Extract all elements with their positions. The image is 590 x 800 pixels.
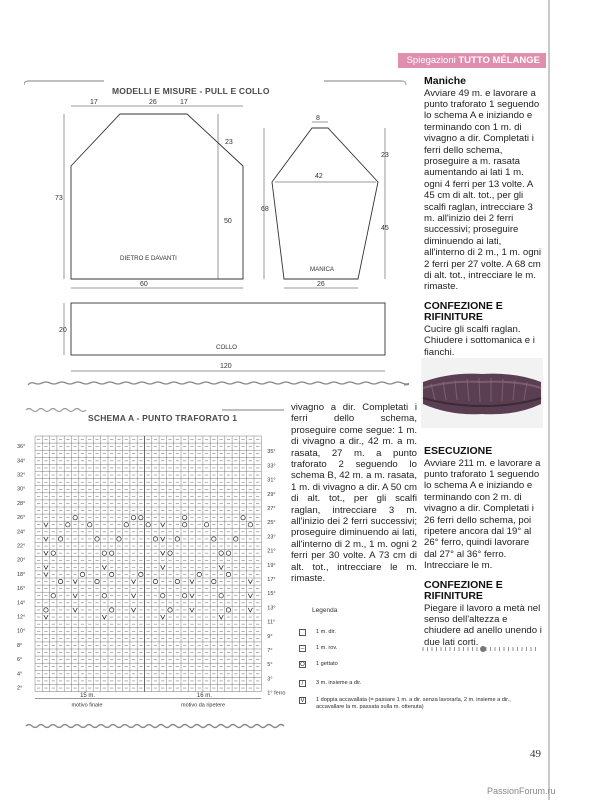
knitted-collar-image bbox=[421, 358, 543, 428]
chart-row-label-right: 33° bbox=[267, 463, 276, 470]
sleeve-label: MANICA bbox=[310, 266, 335, 273]
right-column-lower bbox=[424, 446, 544, 648]
dim-top-right: 17 bbox=[180, 99, 188, 106]
sleeve-piece-outline bbox=[272, 128, 378, 279]
dim-armhole: 23 bbox=[225, 139, 233, 146]
legend-title: Legenda bbox=[312, 607, 338, 614]
chart-row-label-left: 20° bbox=[17, 557, 26, 564]
legend-text: 1 m. dir. bbox=[316, 629, 336, 635]
watermark: PassionForum.ru bbox=[487, 786, 556, 796]
chart-row-label-right: 5° bbox=[267, 662, 273, 669]
dim-height-total: 73 bbox=[55, 195, 63, 202]
dim-collar-length: 120 bbox=[220, 363, 232, 370]
chart-row-label-right: 25° bbox=[267, 520, 276, 527]
page-number: 49 bbox=[530, 748, 541, 760]
chart-row-label-right: 3° bbox=[267, 676, 273, 683]
chart-row-label-left: 30° bbox=[17, 486, 26, 493]
dim-sleeve-lower: 45 bbox=[381, 225, 389, 232]
chart-row-label-left: 8° bbox=[17, 642, 23, 649]
header-brand: TUTTO MÉLANGE bbox=[458, 55, 540, 66]
dim-side: 50 bbox=[224, 218, 232, 225]
legend-symbol-icon: O bbox=[300, 661, 305, 668]
legend-item bbox=[299, 661, 499, 668]
legend-text: 3 m. insieme a dir. bbox=[316, 680, 362, 686]
esecuzione-text: Avviare 211 m. e lavorare a punto traforato 1 seguendo lo schema A e iniziando e terminando con 2 m. di vivagno a dir. Completati i 26 ferri dello schema, poi ripetere ancora dal 19° al 26° ferro, quindi lavorare dal 27° al 36° ferro. Intrecciare le m. bbox=[424, 457, 541, 572]
chart-row-label-right: 21° bbox=[267, 548, 276, 555]
dim-sleeve-width: 42 bbox=[315, 173, 323, 180]
section-header: Spiegazioni TUTTO MÉLANGE bbox=[398, 53, 546, 68]
middle-instructions: vivagno a dir. Completati i ferri dello schema, proseguire come segue: 1 m. di vivagno a dir., 42 m. a m. rasata, 27 m. a punto traforato 2 seguendo lo schema B, 42 m. a m. rasata, 1 m. di vivagno a dir. A 50 cm di alt. tot., per gli scalfi raglan, intrecciare 3 m. all'inizio dei 2 ferri successivi; proseguire diminuendo ai lati, all'interno di 2 m., 1 m. ogni 2 ferri per 30 volte. A 73 cm di alt. tot., intrecciare le m. rimaste. bbox=[291, 402, 417, 585]
chart-row-label-left: 18° bbox=[17, 571, 26, 578]
chart-row-label-right: 15° bbox=[267, 591, 276, 598]
dim-sleeve-cuff: 26 bbox=[317, 281, 325, 288]
chart-row-label-right: 27° bbox=[267, 506, 276, 512]
confezione2-text: Piegare il lavoro a metà nel senso dell'altezza e chiudere ad anello unendo i due lati corti. bbox=[424, 602, 542, 648]
chart-row-label-right: 9° bbox=[267, 633, 273, 640]
chart-row-label-left: 32° bbox=[17, 472, 26, 479]
confezione1-text: Cucire gli scalfi raglan. Chiudere i sottomanica e i fianchi. bbox=[424, 323, 535, 358]
right-column bbox=[424, 76, 544, 377]
legend-item bbox=[299, 697, 539, 711]
dim-sleeve-raglan: 23 bbox=[381, 152, 389, 159]
chart-row-label-left: 24° bbox=[17, 529, 26, 536]
legend-symbol-icon bbox=[299, 629, 306, 636]
collar-label: COLLO bbox=[216, 344, 237, 351]
chart-row-label-left: 10° bbox=[17, 628, 26, 635]
chart-label-left: motivo finale bbox=[71, 702, 103, 709]
chart-title: SCHEMA A - PUNTO TRAFORATO 1 bbox=[88, 413, 238, 423]
chart-row-label-right: 35° bbox=[267, 449, 276, 456]
legend-text: 1 m. rov. bbox=[316, 645, 338, 651]
chart-row-label-right: 31° bbox=[267, 477, 276, 484]
chart-row-label-right: 13° bbox=[267, 605, 276, 612]
chart-count-right: 16 m. bbox=[196, 693, 212, 700]
decorative-dots bbox=[421, 645, 541, 653]
chart-row-label-right: 17° bbox=[267, 577, 276, 583]
chart-row-label-left: 2° bbox=[17, 685, 23, 692]
chart-count-left: 15 m. bbox=[80, 693, 96, 700]
diagram-title: MODELLI E MISURE - PULL E COLLO bbox=[112, 86, 270, 96]
chart-row-label-right: 29° bbox=[267, 491, 276, 498]
esecuzione-title: ESECUZIONE bbox=[424, 445, 493, 457]
chart-row-label-right: 11° bbox=[267, 619, 276, 626]
chart-row-label-left: 26° bbox=[17, 515, 26, 522]
legend-text: 1 gettato bbox=[316, 661, 338, 667]
chart-row-label-right: 1° ferro bbox=[267, 690, 286, 697]
decorative-dot bbox=[480, 646, 486, 652]
chart-row-label-left: 16° bbox=[17, 586, 26, 593]
chart-row-label-right: 23° bbox=[267, 534, 276, 541]
chart-row-label-left: 6° bbox=[17, 657, 23, 664]
dim-sleeve-height: 68 bbox=[261, 206, 269, 213]
chart-label-right: motivo da ripetere bbox=[181, 702, 226, 709]
chart-row-label-right: 7° bbox=[267, 648, 273, 654]
legend-symbol-icon: V bbox=[300, 697, 305, 704]
chart-row-label-right: 19° bbox=[267, 562, 276, 569]
legend-symbol-icon: / bbox=[299, 680, 306, 687]
page-margin-line bbox=[548, 0, 550, 800]
dim-top-left: 17 bbox=[90, 99, 98, 106]
dim-collar-height: 20 bbox=[59, 327, 67, 334]
collar-photo bbox=[421, 358, 543, 428]
legend-text: 1 doppia accavallata (= passare 1 m. a dir. senza lavorarla, 2 m. insieme a dir., accavallare la m. passata sulla m. ottenuta) bbox=[316, 697, 511, 710]
maniche-text: Avviare 49 m. e lavorare a punto traforato 1 seguendo lo schema A e iniziando e terminando con 1 m. di vivagno a dir. Completati i ferri dello schema, proseguire a m. rasata aumentando ai lati 1 m. ogni 4 ferri per 13 volte. A 45 cm di alt. tot., per gli scalfi raglan, intrecciare 3 m. all'inizio dei 2 ferri successivi; proseguire diminuendo ai lati, all'interno di 2 m., 1 m. ogni 2 ferri per 27 volte. A 68 cm di alt. tot., intrecciare le m. rimaste. bbox=[424, 87, 542, 293]
legend-item bbox=[299, 680, 499, 687]
dim-sleeve-top: 8 bbox=[316, 115, 320, 122]
legend-symbol-icon: – bbox=[300, 645, 305, 652]
chart-row-label-left: 22° bbox=[17, 543, 26, 550]
stitch-chart bbox=[15, 432, 295, 722]
chart-row-label-left: 14° bbox=[17, 600, 26, 607]
chart-row-label-left: 36° bbox=[17, 444, 26, 451]
chart-row-label-left: 12° bbox=[17, 614, 26, 621]
dim-top-mid: 26 bbox=[149, 99, 157, 106]
confezione1-title: CONFEZIONE E RIFINITURE bbox=[424, 299, 503, 324]
chart-row-label-left: 34° bbox=[17, 458, 26, 465]
body-label: DIETRO E DAVANTI bbox=[120, 255, 177, 262]
confezione2-title: CONFEZIONE E RIFINITURE bbox=[424, 578, 503, 603]
maniche-title: Maniche bbox=[424, 75, 467, 87]
chart-row-label-left: 4° bbox=[17, 671, 23, 678]
chart-row-label-left: 28° bbox=[17, 500, 26, 507]
pattern-pieces bbox=[50, 96, 410, 386]
dim-width: 60 bbox=[140, 281, 148, 288]
